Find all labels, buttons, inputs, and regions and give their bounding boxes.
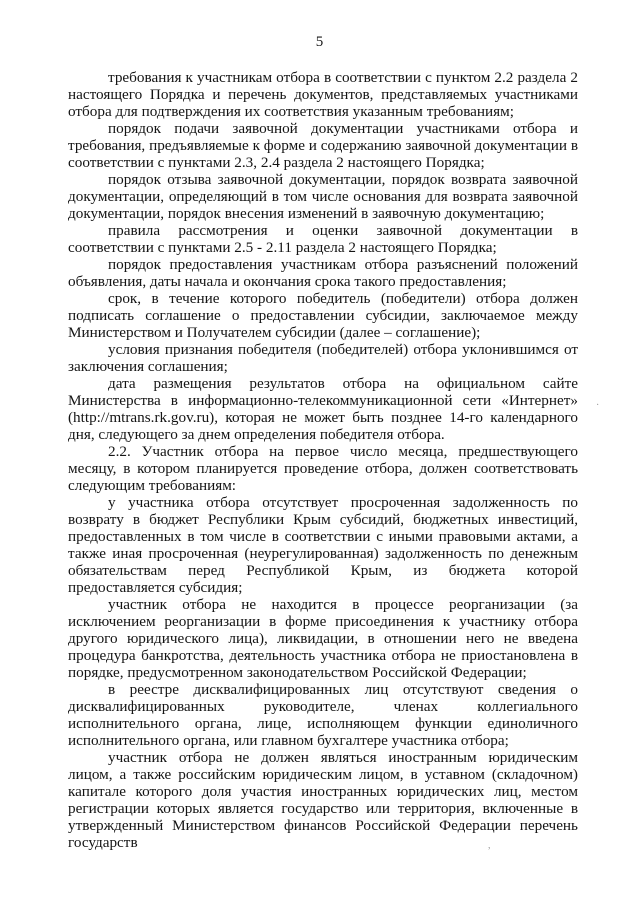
paragraph: у участника отбора отсутствует просроченная задолженность по возврату в бюджет Республики Крым субсидий, бюджетных инвестиций, предоставленных в том числе в соответствии с иными правовыми актами, а также иная просроченная (неурегулированная) задолженность по денежным обязательствам перед Республикой Крым, из бюджета которой предоставляется субсидия; <box>68 494 578 596</box>
paragraph: срок, в течение которого победитель (победители) отбора должен подписать соглашение о предоставлении субсидии, заключаемое между Министерством и Получателем субсидии (далее – соглашение); <box>68 290 578 341</box>
document-body <box>68 69 578 851</box>
paragraph: участник отбора не должен являться иностранным юридическим лицом, а также российским юридическим лицом, в уставном (складочном) капитале которого доля участия иностранных юридических лиц, местом регистрации которых является государство или территория, включенные в утвержденный Министерством финансов Российской Федерации перечень государств <box>68 749 578 851</box>
paragraph: правила рассмотрения и оценки заявочной документации в соответствии с пунктами 2.5 - 2.11 раздела 2 настоящего Порядка; <box>68 222 578 256</box>
paragraph: условия признания победителя (победителей) отбора уклонившимся от заключения соглашения; <box>68 341 578 375</box>
paragraph: участник отбора не находится в процессе реорганизации (за исключением реорганизации в форме присоединения к участнику отбора другого юридического лица), ликвидации, в отношении него не введена процедура банкротства, деятельность участника отбора не приостановлена в порядке, предусмотренном законодательством Российской Федерации; <box>68 596 578 681</box>
paragraph: порядок предоставления участникам отбора разъяснений положений объявления, даты начала и окончания срока такого предоставления; <box>68 256 578 290</box>
paragraph: требования к участникам отбора в соответствии с пунктом 2.2 раздела 2 настоящего Порядка и перечень документов, представляемых участниками отбора для подтверждения их соответствия указанным требованиям; <box>68 69 578 120</box>
paragraph: дата размещения результатов отбора на официальном сайте Министерства в информационно-телекоммуникационной сети «Интернет» (http://mtrans.rk.gov.ru), которая не может быть позднее 14-го календарного дня, следующего за днем определения победителя отбора. <box>68 375 578 443</box>
scan-speck: , <box>488 840 491 851</box>
page-number: 5 <box>315 34 324 50</box>
paragraph: 2.2. Участник отбора на первое число месяца, предшествующего месяцу, в котором планируется проведение отбора, должен соответствовать следующим требованиям: <box>68 443 578 494</box>
paragraph: в реестре дисквалифицированных лиц отсутствуют сведения о дисквалифицированных руководителе, членах коллегиального исполнительного органа, лице, исполняющем функции единоличного исполнительного органа, или главном бухгалтере участника отбора; <box>68 681 578 749</box>
paragraph: порядок подачи заявочной документации участниками отбора и требования, предъявляемые к форме и содержанию заявочной документации в соответствии с пунктами 2.3, 2.4 раздела 2 настоящего Порядка; <box>68 120 578 171</box>
paragraph: порядок отзыва заявочной документации, порядок возврата заявочной документации, определяющий в том числе основания для возврата заявочной документации, порядок внесения изменений в заявочную документацию; <box>68 171 578 222</box>
scan-speck: · <box>596 400 600 411</box>
